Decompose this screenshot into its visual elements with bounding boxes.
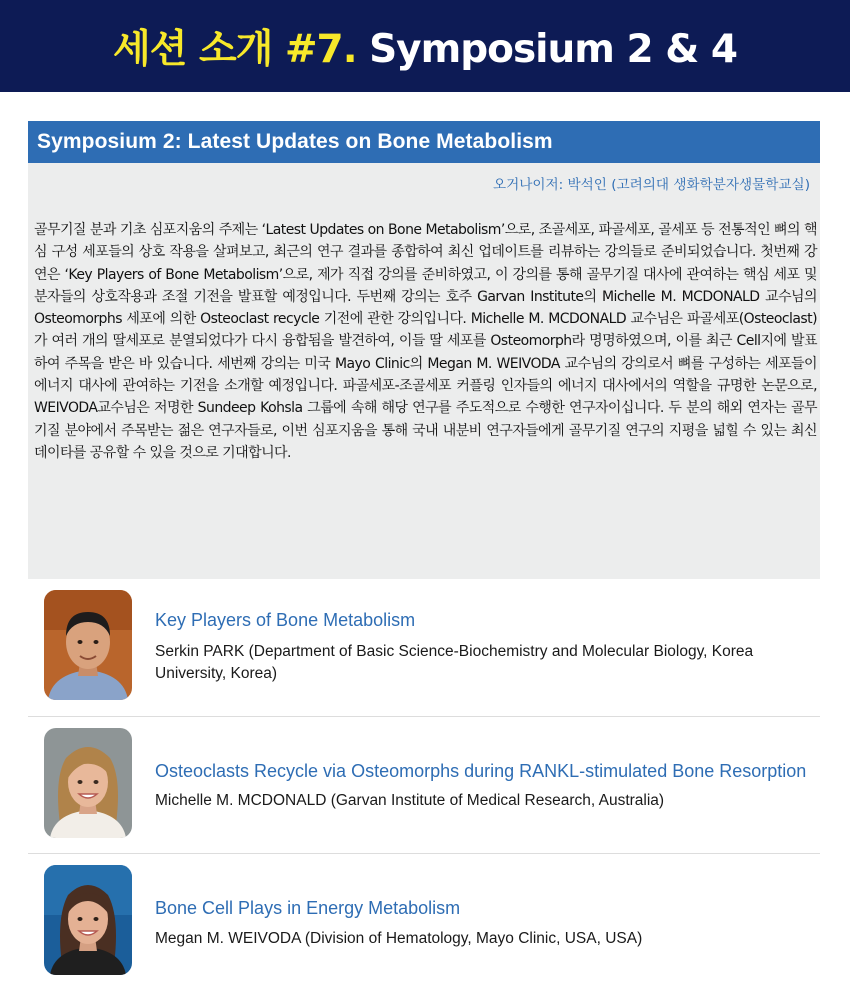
talk-title: Bone Cell Plays in Energy Metabolism	[155, 898, 461, 918]
speaker-affiliation: Michelle M. MCDONALD (Garvan Institute of Medical Research, Australia)	[155, 792, 665, 809]
title-english: Symposium 2 & 4	[369, 27, 737, 72]
page-header	[0, 0, 850, 92]
speaker-photo	[44, 728, 132, 838]
symposium-title: Symposium 2: Latest Updates on Bone Metabolism	[37, 130, 553, 153]
speaker-affiliation: Serkin PARK (Department of Basic Science-Biochemistry and Molecular Biology, Korea University, Korea)	[155, 643, 754, 682]
speaker-affiliation: Megan M. WEIVODA (Division of Hematology, Mayo Clinic, USA, USA)	[155, 930, 643, 947]
organizer-text: 오거나이저: 박석인 (고려의대 생화학분자생물학교실)	[492, 177, 810, 193]
speaker-card	[28, 580, 820, 717]
title-korean: 세션 소개 #7.	[113, 27, 357, 72]
symposium-title-bar	[28, 121, 820, 163]
symposium-body	[28, 163, 820, 579]
speaker-card	[28, 717, 820, 854]
symposium-description: 골무기질 분과 기초 심포지움의 주제는 ‘Latest Updates on Bone Metabolism’으로, 조골세포, 파골세포, 골세포 등 전통적인 뼈의 핵심 구성 세포들의 상호 작용을 살펴보고, 최근의 연구 결과를 종합하여 최신 업데이트를 리뷰하는 강의들로 준비되었습니다. 첫번째 강연은 ‘Key Players of Bone Metabolism’으로, 제가 직접 강의를 준비하였고, 이 강의를 통해 골무기질 대사에 관여하는 핵심 세포 및 분자들의 상호작용과 조절 기전을 발표할 예정입니다. 두번째 강의는 호주 Garvan Institute의 Michelle M. MCDONALD 교수님의 Osteomorphs 세포에 의한 Osteoclast recycle 기전에 관한 강의입니다. Michelle M. MCDONALD 교수님은 파골세포(Osteoclast)가 여러 개의 딸세포로 분열되었다가 다시 융합됨을 발견하여, 이들 딸 세포를 Osteomorph라 명명하였으며, 이를 최근 Cell지에 발표하여 주목을 받은 바 있습니다. 세번째 강의는 미국 Mayo Clinic의 Megan M. WEIVODA 교수님의 강의로서 뼈를 구성하는 세포들이 에너지 대사에 관여하는 기전을 소개할 예정입니다. 파골세포-조골세포 커플링 인자들의 에너지 대사에서의 역할을 규명한 논문으로, WEIVODA교수님은 저명한 Sundeep Kohsla 그룹에 속해 해당 연구를 주도적으로 수행한 연구자이십니다. 두 분의 해외 연자는 골무기질 분야에서 주목받는 젊은 연구자들로, 이번 심포지움을 통해 국내 내분비 연구자들에게 골무기질 연구의 지평을 넓힐 수 있는 최신 데이타를 공유할 수 있을 것으로 기대합니다.	[34, 222, 817, 461]
speaker-photo	[44, 865, 132, 975]
page-title	[113, 18, 737, 74]
speaker-photo	[44, 590, 132, 700]
speaker-card	[28, 854, 820, 990]
talk-title: Osteoclasts Recycle via Osteomorphs during RANKL-stimulated Bone Resorption	[155, 761, 807, 781]
talk-title: Key Players of Bone Metabolism	[155, 610, 416, 630]
symposium-section	[28, 121, 820, 579]
